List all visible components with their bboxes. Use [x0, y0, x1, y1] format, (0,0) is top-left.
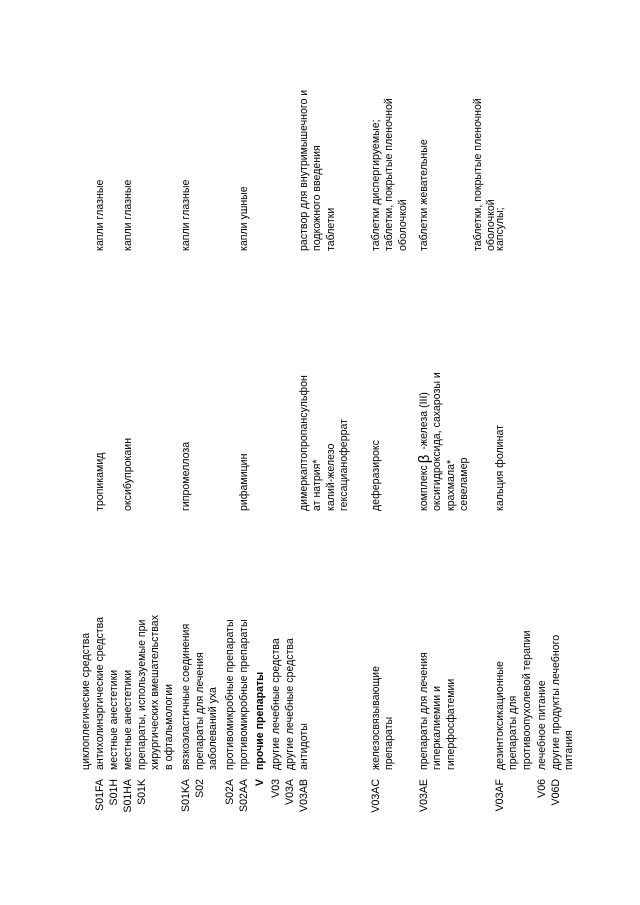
dosage-form: таблетки жевательные таблетки, покрытые пленочной оболочкой — [418, 98, 498, 251]
atc-code: V06 — [536, 779, 548, 798]
atc-code: S01FA — [94, 779, 106, 811]
dosage-form: таблетки диспергируемые; таблетки, покрытые пленочной оболочкой — [370, 98, 409, 251]
drug-name: деферазирокс — [370, 440, 382, 511]
group-name: вязкоэластичные соединения — [180, 623, 192, 770]
atc-code: S02A — [224, 779, 236, 805]
dosage-form: капли глазные — [180, 179, 192, 251]
atc-code: V — [254, 779, 266, 787]
drug-name: кальция фолинат — [494, 425, 506, 511]
atc-code: V03AE — [418, 779, 430, 812]
atc-code: V03AF — [494, 779, 506, 812]
group-name: противомикробные препараты — [238, 619, 250, 770]
group-name: железосвязывающие препараты — [370, 666, 396, 770]
group-name: антидоты — [298, 723, 310, 770]
group-name: другие лечебные средства — [284, 638, 296, 770]
dosage-form: капли ушные — [238, 186, 250, 251]
group-name: циклоплегические средства — [80, 632, 92, 770]
group-name: препараты, используемые при хирургических вмешательствах в офтальмологии — [136, 614, 175, 770]
drug-name: оксибупрокаин — [122, 437, 134, 511]
atc-code: S01H — [108, 779, 120, 806]
dosage-form: капсулы; — [494, 207, 506, 251]
atc-code: V03AC — [370, 779, 382, 813]
atc-code: S01K — [136, 779, 148, 805]
drug-name: комплексβ -железа (III) оксигидроксида, сахарозы и крахмала* севеламер — [416, 372, 471, 511]
group-name: лечебное питание — [536, 680, 548, 770]
drug-name: тропикамид — [94, 452, 106, 511]
group-name: местные анестетики — [108, 669, 120, 770]
atc-code: V06D — [550, 779, 562, 806]
group-name: местные анестетики — [122, 669, 134, 770]
group-name: дезинтоксикационные препараты для противоопухолевой терапии — [494, 630, 533, 770]
dosage-form: раствор для внутримышечного и подкожного введения таблетки — [298, 89, 337, 251]
atc-code: S01KA — [180, 779, 192, 812]
atc-code: V03 — [270, 779, 282, 798]
atc-code: V03A — [284, 779, 296, 805]
beta-symbol: β — [416, 454, 433, 464]
atc-code: V03AB — [298, 779, 310, 812]
group-name: прочие препараты — [254, 671, 266, 770]
group-name: другие продукты лечебного питания — [550, 634, 576, 770]
dosage-form: капли глазные — [94, 179, 106, 251]
group-name: другие лечебные средства — [270, 638, 282, 770]
group-name: препараты для лечения заболеваний уха — [194, 652, 220, 770]
drug-name: гипромеллоза — [180, 441, 192, 511]
drug-name: рифамицин — [238, 453, 250, 511]
drug-name: димеркаптопропансульфон ат натрия* калий-железо гексацианоферрат — [298, 375, 351, 511]
group-name: противомикробные препараты — [224, 619, 236, 770]
group-name: препараты для лечения гиперкалиемии и гиперфосфатемии — [418, 652, 457, 770]
atc-code: S01HA — [122, 779, 134, 813]
atc-code: S02 — [194, 779, 206, 798]
atc-code: S02AA — [238, 779, 250, 812]
group-name: антихолинэргические средства — [94, 616, 106, 770]
dosage-form: капли глазные — [122, 179, 134, 251]
